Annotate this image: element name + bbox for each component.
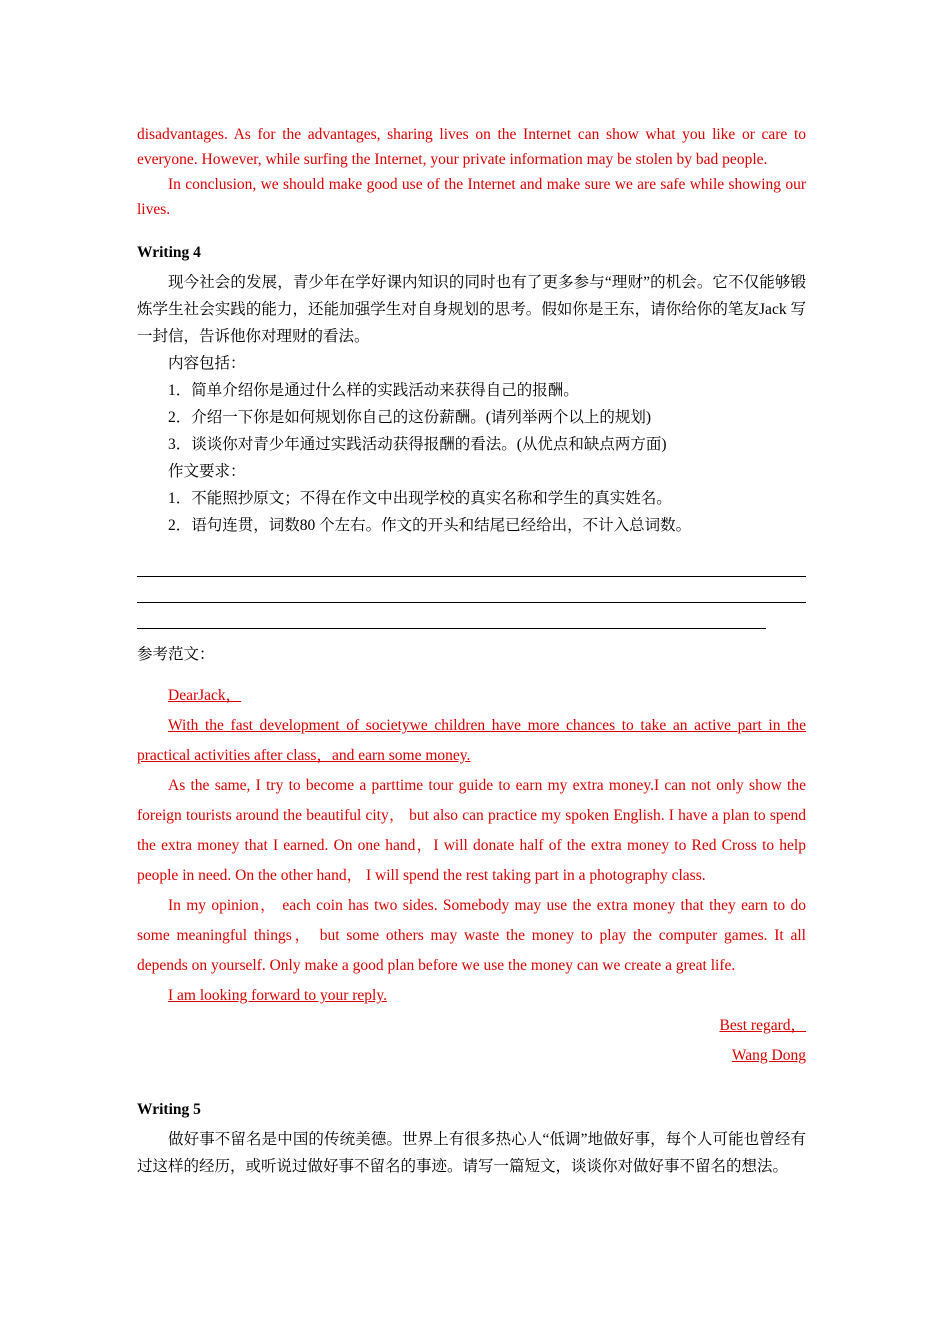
answer-line [137,603,766,629]
regard-text: Best regard， [719,1017,806,1034]
requirement-item: 2．语句连贯，词数80 个左右。作文的开头和结尾已经给出，不计入总词数。 [168,517,692,534]
essay-opening-paragraph: With the fast development of societywe children have more chances to take an active part in the practical activities after class，and earn some money. [137,717,806,764]
content-item: 1．简单介绍你是通过什么样的实践活动来获得自己的报酬。 [168,382,579,399]
answer-line [137,577,806,603]
essay-paragraph-continued: disadvantages. As for the advantages, sharing lives on the Internet can show what you like or care to everyone. However, while surfing the Internet, your private information may be stolen by bad people. [137,126,806,168]
essay-regard-line [137,1011,806,1041]
salutation-text: DearJack， [168,687,242,704]
essay-closing-line [137,981,806,1011]
writing4-prompt: 现今社会的发展，青少年在学好课内知识的同时也有了更多参与“理财”的机会。它不仅能够锻炼学生社会实践的能力，还能加强学生对自身规划的思考。假如你是王东，请你给你的笔友Jack 写一封信，告诉他你对理财的看法。 [137,274,806,345]
content-item: 3．谈谈你对青少年通过实践活动获得报酬的看法。(从优点和缺点两方面) [168,436,667,453]
requirements-label: 作文要求： [168,463,246,480]
closing-text: I am looking forward to your reply. [168,987,387,1004]
requirement-item: 1．不能照抄原文；不得在作文中出现学校的真实名称和学生的真实姓名。 [168,490,672,507]
content-item: 2．介绍一下你是如何规划你自己的这份薪酬。(请列举两个以上的规划) [168,409,652,426]
sample-essay-label: 参考范文： [137,646,215,663]
content-include-label: 内容包括： [168,355,246,372]
answer-line [137,551,806,577]
essay-body-paragraph: In my opinion， each coin has two sides. Somebody may use the extra money that they earn to do some meaningful things， but some others may waste the money to play the computer games. It all depends on yourself. Only make a good plan before we use the money can we create a great life. [137,897,806,974]
signature-text: Wang Dong [731,1047,806,1064]
salutation [137,681,806,711]
essay-signature-line [137,1041,806,1071]
essay-body-paragraph: As the same, I try to become a parttime tour guide to earn my extra money.I can not only show the foreign tourists around the beautiful city， but also can practice my spoken English. I have a plan to spend the extra money that I earned. On one hand，I will donate half of the extra money to Red Cross to help people in need. On the other hand， I will spend the rest taking part in a photography class. [137,777,806,884]
essay-conclusion-paragraph: In conclusion, we should make good use of the Internet and make sure we are safe while showing our lives. [137,176,806,218]
sample-essay [137,681,806,1071]
writing4-heading: Writing 4 [137,244,201,261]
writing5-heading: Writing 5 [137,1101,201,1118]
writing4-prompt-block [137,269,806,539]
writing5-prompt: 做好事不留名是中国的传统美德。世界上有很多热心人“低调”地做好事，每个人可能也曾经有过这样的经历，或听说过做好事不留名的事迹。请写一篇短文，谈谈你对做好事不留名的想法。 [137,1131,806,1175]
answer-lines [137,551,806,629]
